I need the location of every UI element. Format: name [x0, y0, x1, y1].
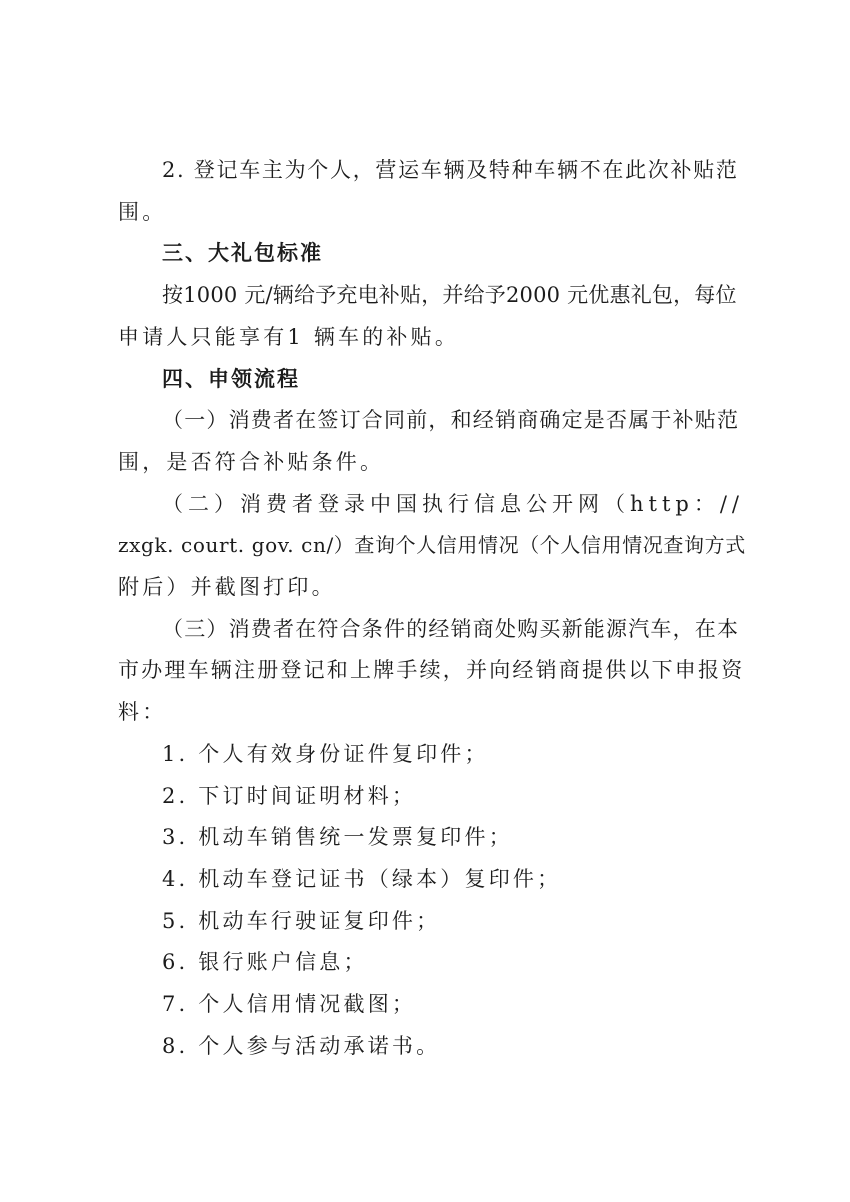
- paragraph-line: 申请人只能享有1 辆车的补贴。: [118, 324, 460, 349]
- paragraph-line: 2. 登记车主为个人，营运车辆及特种车辆不在此次补贴范: [162, 158, 739, 182]
- list-item: 2. 下订时间证明材料；: [162, 783, 417, 808]
- list-item: 4. 机动车登记证书（绿本）复印件；: [162, 866, 562, 891]
- paragraph-line: 料：: [118, 700, 167, 725]
- section-heading: 四、申领流程: [162, 366, 300, 391]
- paragraph-line: （二）消费者登录中国执行信息公开网（http：//: [162, 491, 744, 516]
- paragraph-line: （三）消费者在符合条件的经销商处购买新能源汽车，在本: [162, 616, 740, 641]
- paragraph-line: 围。: [118, 199, 167, 224]
- paragraph-line: zxgk. court. gov. cn/）查询个人信用情况（个人信用情况查询方式: [118, 533, 746, 558]
- paragraph-line: 围，是否符合补贴条件。: [118, 449, 385, 474]
- list-item: 5. 机动车行驶证复印件；: [162, 908, 441, 933]
- paragraph-line: （一）消费者在签订合同前，和经销商确定是否属于补贴范: [162, 408, 740, 433]
- document-body: [118, 150, 748, 1067]
- list-item: 7. 个人信用情况截图；: [162, 992, 417, 1017]
- paragraph-line: 附后）并截图打印。: [118, 575, 336, 600]
- list-item: 6. 银行账户信息；: [162, 950, 368, 975]
- paragraph-line: 按1000 元/辆给予充电补贴，并给予2000 元优惠礼包，每位: [162, 283, 737, 308]
- section-heading: 三、大礼包标准: [162, 241, 323, 266]
- list-item: 8. 个人参与活动承诺书。: [162, 1033, 441, 1058]
- paragraph-line: 市办理车辆注册登记和上牌手续，并向经销商提供以下申报资: [118, 658, 745, 683]
- list-item: 1. 个人有效身份证件复印件；: [162, 741, 489, 766]
- list-item: 3. 机动车销售统一发票复印件；: [162, 825, 513, 850]
